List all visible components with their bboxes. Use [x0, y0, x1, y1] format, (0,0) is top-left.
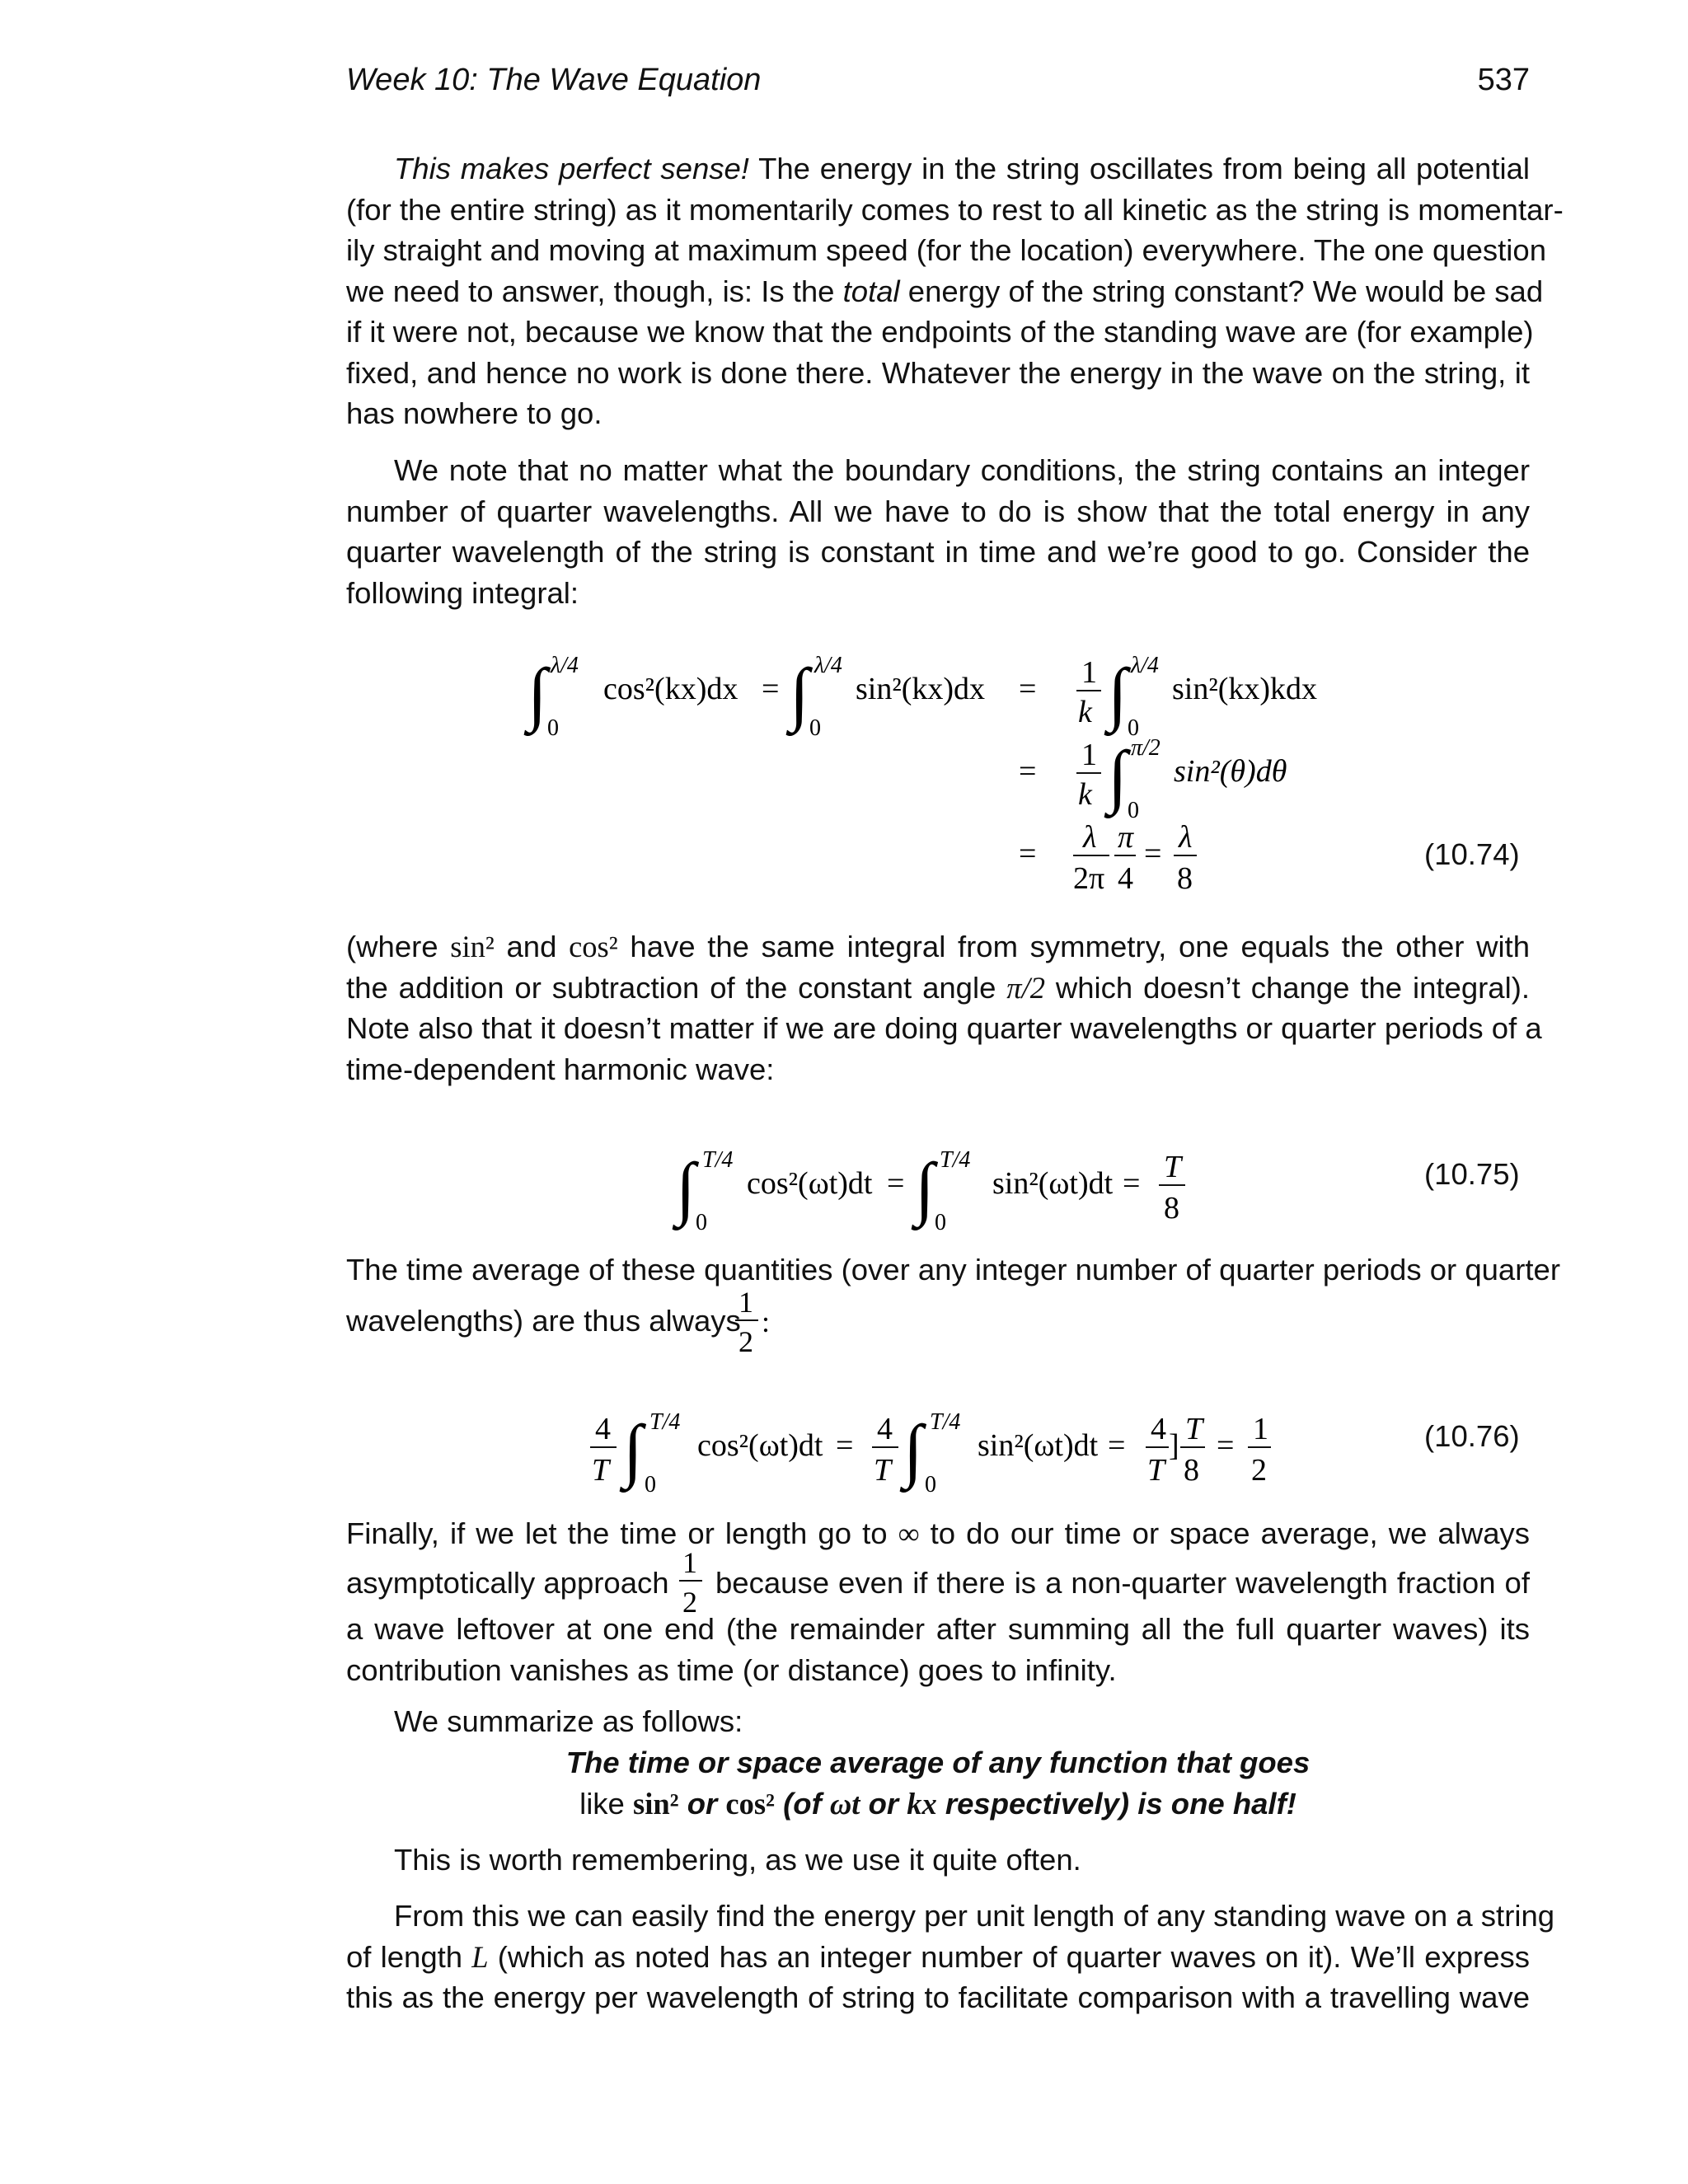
svg-text:0: 0: [925, 1472, 936, 1497]
svg-text:8: 8: [1164, 1191, 1179, 1226]
page-number: 537: [1477, 63, 1530, 97]
integral-sign: ∫: [528, 654, 547, 733]
integral-sign: ∫: [1108, 736, 1128, 815]
svg-text:λ: λ: [1083, 820, 1097, 855]
inline-math: L: [471, 1939, 489, 1974]
svg-text:0: 0: [696, 1210, 707, 1235]
svg-text:4: 4: [595, 1412, 611, 1446]
fraction-one-half: [734, 1282, 783, 1365]
svg-text::: :: [762, 1305, 771, 1338]
svg-text:=: =: [1019, 754, 1037, 789]
svg-text:]: ]: [1169, 1428, 1179, 1463]
svg-text:=: =: [1217, 1428, 1235, 1463]
svg-text:=: =: [887, 1166, 905, 1201]
svg-text:2: 2: [1251, 1453, 1267, 1488]
document-page: Week 10: The Wave Equation 537 This makes perfect sense! The energy in the string oscillates from being all potential (for the entire string) as it momentarily comes to rest to all kinetic as the string is momentar- ily straight and moving at maximum speed (for the location) everywhere. The one question we need to answer, though, is: Is the total energy of the string constant? We would be sad if it were not, because we know that the endpoints of the standing wave are (for example) fixed, and hence no work is done there. Whatever the energy in the wave on the string, it has nowhere to go. We note that no matter what the boundary conditions, the string contains an integer number of quarter wavelengths. All we have to do is show that the total energy in any quarter wavelength of the string is constant in time and we’re good to go. Consider the following integral: ∫ λ/4 0 cos²(kx)dx = ∫ λ/4 0 sin²(kx)dx = 1 k ∫ λ/4 0 sin²(kx)kdx = 1 k ∫ π/2 0 sin²(θ)dθ = λ 2π π 4 = λ 8 (10.74) (where sin² and cos² have the same integral from symmetry, one equals the other with the addition or subtraction of the constant angle π/2 which doesn’t change the integral). Note also that it doesn’t matter if we are doing quarter wavelengths or quarter periods of a time-dependent harmonic wave: ∫ T/4 0 cos²(ωt)dt = ∫ T/4 0 sin²(ωt)dt = T 8 (10.75) The time average of these quantities (over any integer number of quarter periods or quarter wavelengths) are thus always 1 2 : 4 T ∫ T/4 0 cos²(ωt)dt = 4 T ∫ T/4 0 sin²(ωt)dt = 4 T ] T 8 = 1 2 (10.76) Finally, if we let the time or length go to ∞ to do our time or space average, we always asymptotically approach 1 2 because even if there is a non-quarter wavelength fraction of a wave leftover at one end (the remainder after summing all the full quarter waves) its contribution vanishes as time (or distance) goes to infinity. We summarize as follows: The time or space average of any function that goes like sin² or cos² (of ωt or kx respectively) is one half! This is worth remembering, as we use it quite often. From this we can easily find the energy per unit length of any standing wave on a string of length L (which as noted has an integer number of quarter waves on it). We’ll express this as the energy per wavelength of string to facilitate comparison with a travelling wave: [0, 0, 1688, 2184]
svg-text:2: 2: [738, 1325, 753, 1358]
svg-text:=: =: [1123, 1166, 1141, 1201]
paragraph-energy-per-length: From this we can easily find the energy per unit length of any standing wave on a string of length L (which as noted has an integer number of quarter waves on it). We’ll express this as the energy per wavelength of string to facilitate comparison with a travelling wave: [346, 1899, 1555, 2014]
svg-text:T/4: T/4: [940, 1147, 971, 1173]
svg-text:T: T: [874, 1453, 892, 1488]
equation-number: (10.76): [1424, 1419, 1520, 1453]
paragraph-energy-oscillation: This makes perfect sense! The energy in the string oscillates from being all potential (for the entire string) as it momentarily comes to rest to all kinetic as the string is momentar- ily straight and moving at maximum speed (for the location) everywhere. The one question we need to answer, though, is: Is the total energy of the string constant? We would be sad if it were not, because we know that the endpoints of the standing wave are (for example) fixed, and hence no work is done there. Whatever the energy in the wave on the string, it has nowhere to go.: [346, 152, 1564, 430]
svg-text:T: T: [1164, 1150, 1182, 1184]
svg-text:4: 4: [1118, 861, 1133, 896]
svg-text:2: 2: [682, 1586, 697, 1619]
integral-sign: ∫: [1108, 654, 1128, 733]
svg-text:sin²(ωt)dt: sin²(ωt)dt: [978, 1428, 1099, 1463]
svg-text:0: 0: [547, 715, 559, 741]
svg-text:T/4: T/4: [702, 1147, 734, 1173]
infinity-symbol: ∞: [898, 1516, 920, 1550]
svg-text:T: T: [1147, 1453, 1165, 1488]
svg-text:1: 1: [682, 1546, 697, 1579]
svg-text:T/4: T/4: [649, 1409, 681, 1435]
emphasis-text: This makes perfect sense!: [394, 152, 749, 185]
svg-text:1: 1: [1081, 655, 1097, 690]
svg-text:8: 8: [1184, 1453, 1199, 1488]
svg-text:=: =: [762, 672, 780, 706]
svg-text:0: 0: [645, 1472, 656, 1497]
paragraph-time-average: The time average of these quantities (over any integer number of quarter periods or quarter: [346, 1253, 1560, 1286]
svg-text:0: 0: [1128, 715, 1139, 741]
svg-text:T: T: [1185, 1412, 1203, 1446]
equation-number: (10.74): [1424, 837, 1520, 871]
svg-text:1: 1: [1253, 1412, 1268, 1446]
summary-statement: The time or space average of any function that goes like sin² or cos² (of ωt or kx respectively) is one half!: [565, 1746, 1311, 1821]
integral-sign: ∫: [915, 1148, 935, 1227]
svg-text:T: T: [592, 1453, 610, 1488]
svg-text:=: =: [1108, 1428, 1126, 1463]
svg-text:1: 1: [1081, 738, 1097, 772]
inline-math: cos²: [569, 930, 618, 963]
paragraph-asymptotic: Finally, if we let the time or length go to ∞ to do our time or space average, we always: [346, 1516, 1530, 1550]
svg-text:cos²(ωt)dt: cos²(ωt)dt: [697, 1428, 823, 1463]
svg-text:4: 4: [877, 1412, 893, 1446]
svg-text:π: π: [1118, 820, 1134, 855]
svg-text:2π: 2π: [1073, 861, 1105, 896]
paragraph-quarter-wavelengths: We note that no matter what the boundary conditions, the string contains an integer number of quarter wavelengths. All we have to do is show that the total energy in any quarter wavelength of the string is constant in time and we’re good to go. Consider the following integral:: [346, 453, 1530, 610]
svg-text:λ/4: λ/4: [551, 653, 579, 678]
svg-text:cos²(ωt)dt: cos²(ωt)dt: [747, 1166, 873, 1201]
paragraph-remember: This is worth remembering, as we use it quite often.: [394, 1843, 1081, 1877]
integral-sign: ∫: [790, 654, 809, 733]
inline-math: sin²: [450, 930, 495, 963]
inline-math: π/2: [1006, 970, 1045, 1005]
svg-text:T/4: T/4: [930, 1409, 961, 1435]
svg-text:sin²(θ)dθ: sin²(θ)dθ: [1174, 754, 1287, 789]
svg-text:=: =: [836, 1428, 854, 1463]
svg-text:k: k: [1078, 777, 1092, 812]
svg-text:cos²(kx)dx: cos²(kx)dx: [603, 672, 738, 706]
svg-text:=: =: [1144, 837, 1162, 871]
svg-text:λ/4: λ/4: [814, 653, 842, 678]
svg-text:0: 0: [935, 1210, 946, 1235]
chapter-title: Week 10: The Wave Equation: [346, 63, 762, 97]
paragraph-time-average-line2: wavelengths) are thus always: [346, 1304, 741, 1338]
svg-text:sin²(ωt)dt: sin²(ωt)dt: [992, 1166, 1114, 1201]
running-header: [346, 63, 1530, 104]
paragraph-summary-intro: We summarize as follows:: [394, 1704, 743, 1738]
svg-text:sin²(kx)dx: sin²(kx)dx: [856, 672, 986, 706]
svg-text:8: 8: [1177, 861, 1193, 896]
svg-text:π/2: π/2: [1131, 735, 1160, 761]
svg-text:λ/4: λ/4: [1131, 653, 1159, 678]
svg-text:=: =: [1019, 672, 1037, 706]
svg-text:=: =: [1019, 837, 1037, 871]
integral-sign: ∫: [623, 1410, 643, 1489]
integral-sign: ∫: [676, 1148, 696, 1227]
svg-text:0: 0: [1128, 798, 1139, 823]
svg-text:k: k: [1078, 695, 1092, 729]
svg-text:λ: λ: [1179, 820, 1193, 855]
emphasis-text: total: [842, 274, 900, 308]
svg-text:0: 0: [809, 715, 821, 741]
equation-number: (10.75): [1424, 1157, 1520, 1191]
paragraph-symmetry-note: (where sin² and cos² have the same integral from symmetry, one equals the other with the addition or subtraction of the constant angle π/2 which doesn’t change the integral). Note also that it doesn’t matter if we are doing quarter wavelengths or quarter periods of a time-dependent harmonic wave:: [346, 930, 1542, 1086]
svg-text:4: 4: [1151, 1412, 1166, 1446]
integral-sign: ∫: [903, 1410, 923, 1489]
svg-text:sin²(kx)kdx: sin²(kx)kdx: [1172, 672, 1318, 706]
svg-text:1: 1: [738, 1286, 753, 1319]
